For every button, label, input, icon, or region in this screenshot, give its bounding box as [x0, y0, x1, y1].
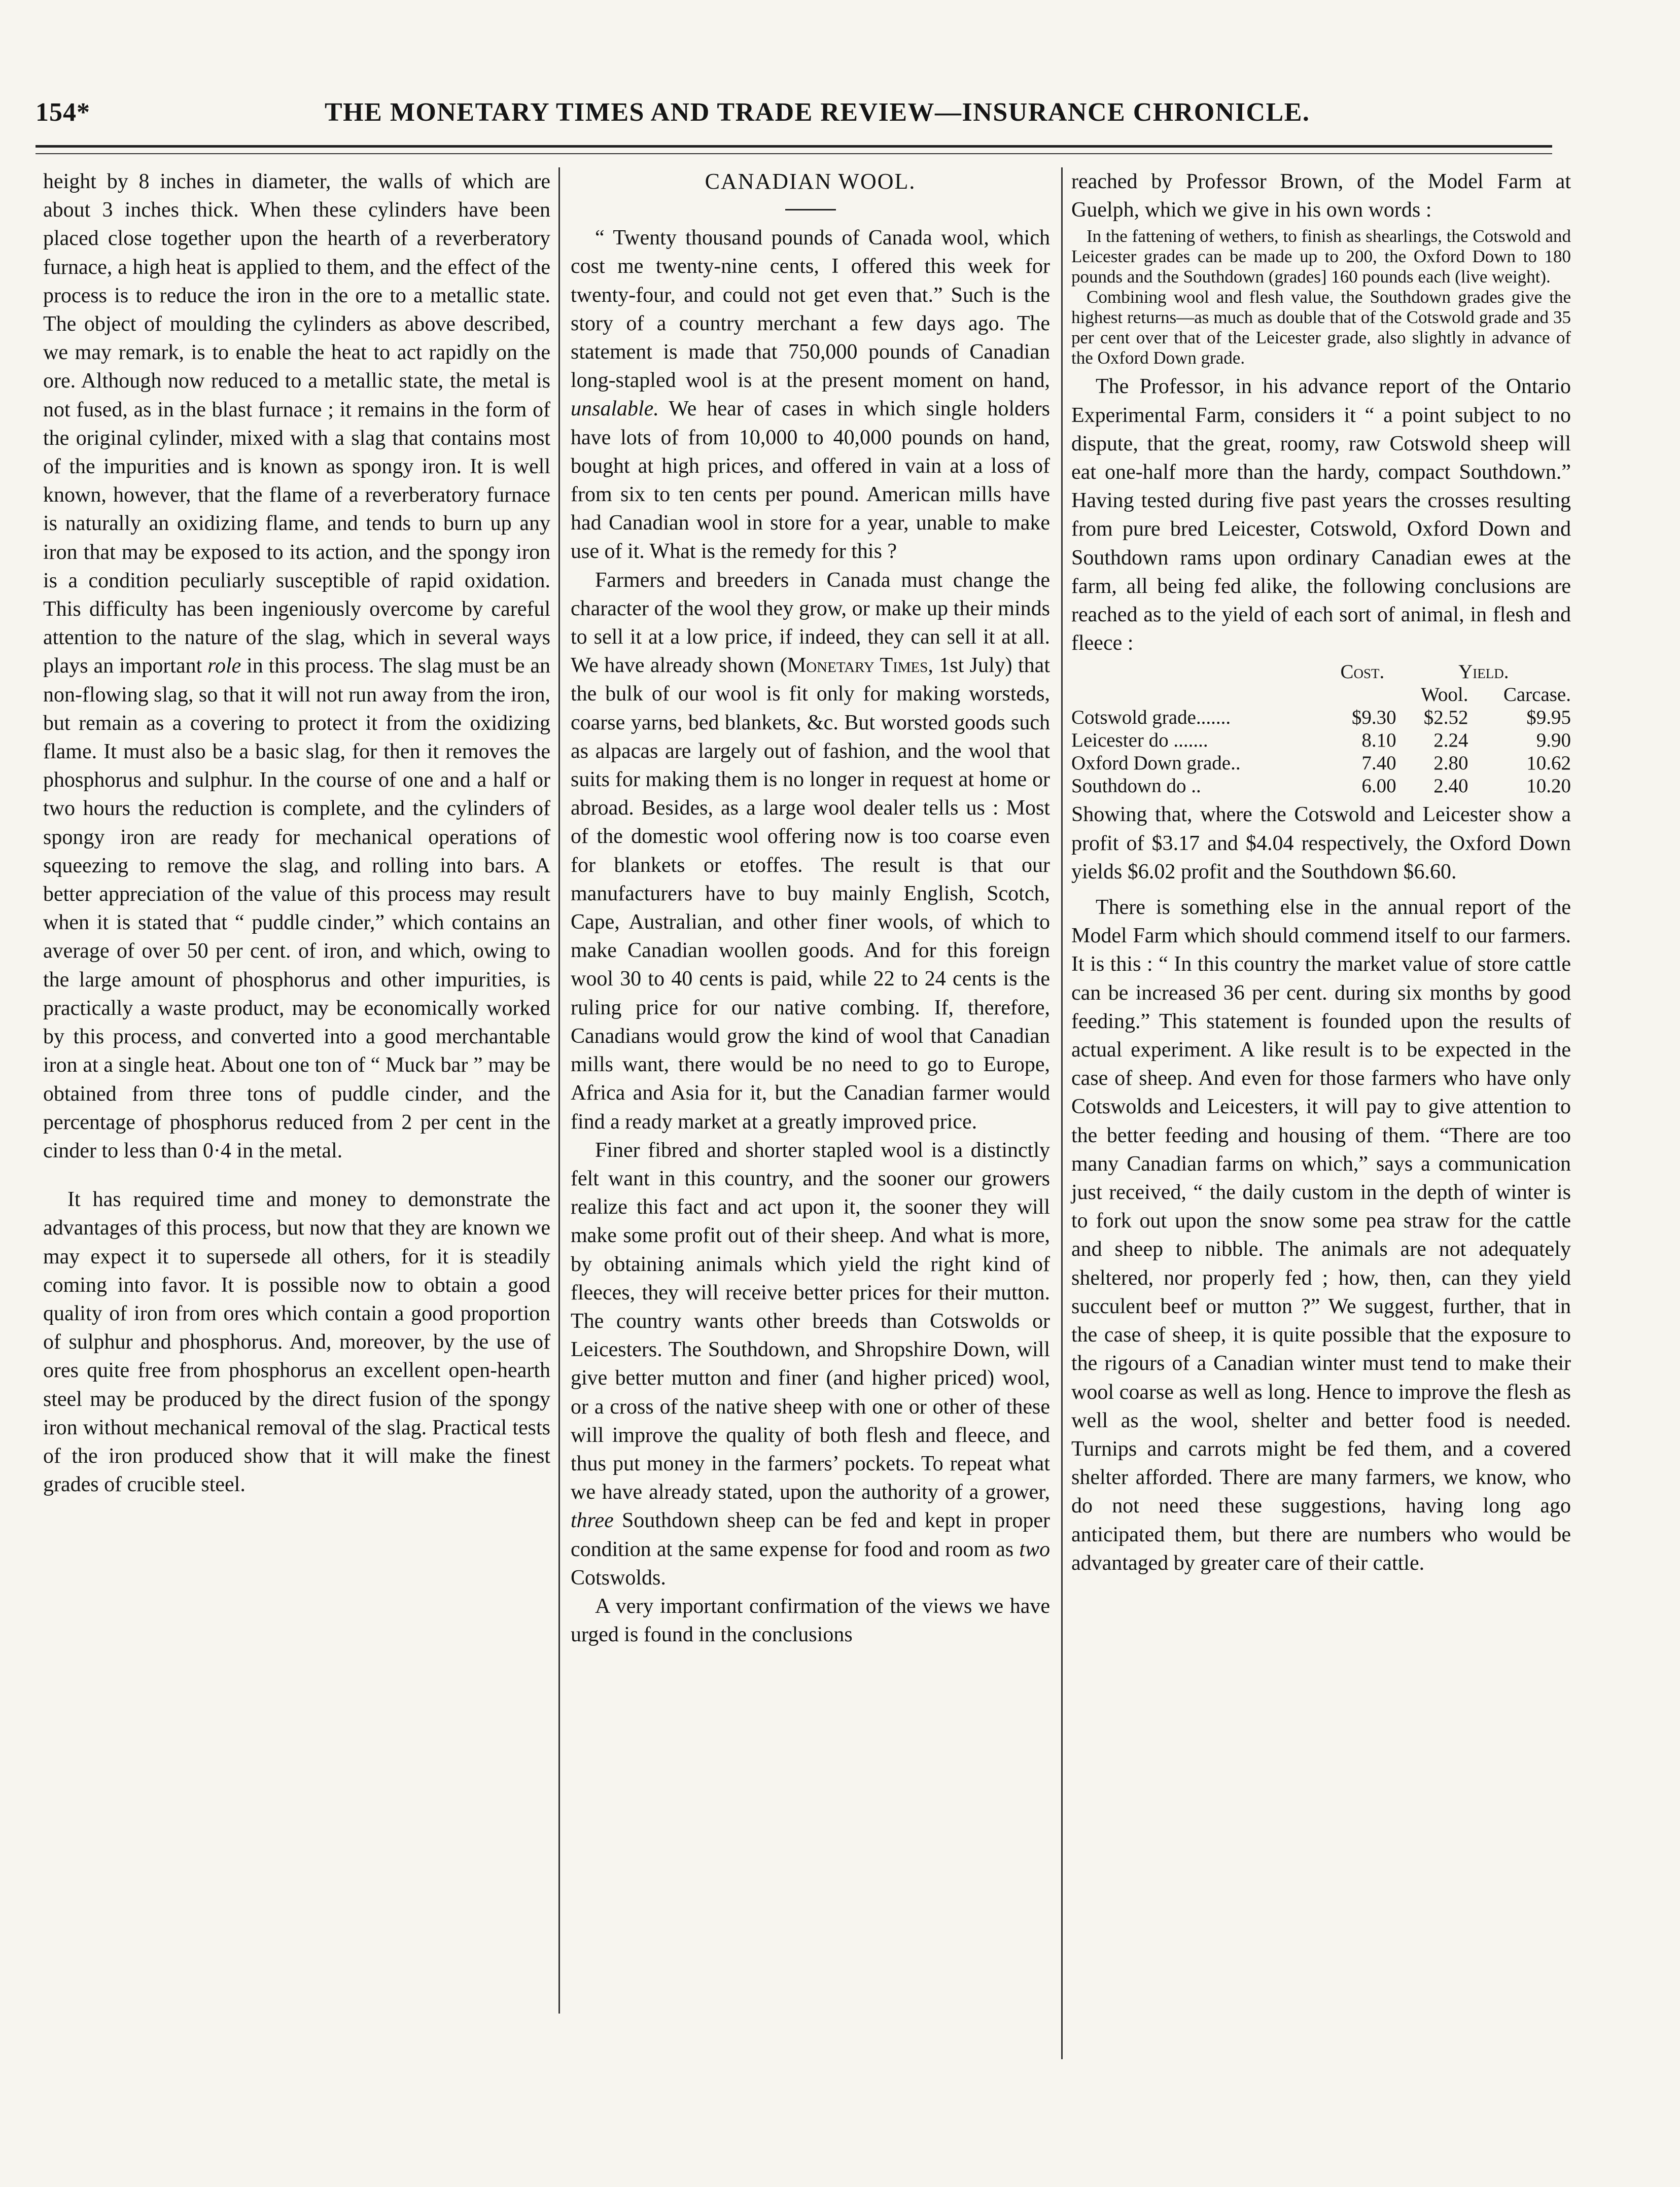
yield-table-header	[1071, 660, 1571, 683]
yield-table-subheader	[1071, 683, 1571, 706]
column-2	[571, 167, 1050, 1649]
quote-paragraph-1: In the fattening of wethers, to finish as shearlings, the Cotswold and Leicester grades can be made up to 200, the Oxford Down to 180 pounds and the Southdown (grades] 160 pounds each (live weight).	[1071, 226, 1571, 287]
wool-paragraph-2: Farmers and breeders in Canada must change the character of the wool they grow, or make up their minds to sell it at a low price, if indeed, they can sell it at all. We have already shown (Monetary Times, 1st July) that the bulk of our wool is fit only for making worsteds, coarse yarns, bed blankets, &c. But worsted goods such as alpacas are largely out of fashion, and the wool that suits for making them is no longer in request at home or abroad. Besides, as a large wool dealer tells us : Most of the domestic wool offering now is too coarse even for blankets or etoffes. The result is that our manufacturers have to buy mainly English, Scotch, Cape, Australian, and other finer wools, of which to make Canadian woollen goods. And for this foreign wool 30 to 40 cents is paid, while 22 to 24 cents is the ruling price for our native combing. If, therefore, Canadians would grow the kind of wool that Canadian mills want, there would be no need to go to Europe, Africa and Asia for it, but the Canadian farmer would find a ready market at a greatly improved price.	[571, 568, 1050, 1134]
table-row: Leicester do ....... 8.10 2.24 9.90	[1071, 729, 1571, 752]
wool-paragraph-1: “ Twenty thousand pounds of Canada wool, which cost me twenty-nine cents, I offered this week for twenty-four, and could not get even that.” Such is the story of a country merchant a few days ago. The statement is made that 750,000 pounds of Canadian long-stapled wool is at the present moment on hand, unsalable. We hear of cases in which single holders have lots of from 10,000 to 40,000 pounds on hand, bought at high prices, and offered in vain at a loss of from six to ten cents per pound. American mills have had Canadian wool in store for a year, unable to make use of it. What is the remedy for this ?	[571, 226, 1050, 563]
header-rule-thick	[36, 145, 1552, 148]
yield-table	[1071, 660, 1571, 797]
table-row: Oxford Down grade.. 7.40 2.80 10.62	[1071, 752, 1571, 774]
header-yield: Yield.	[1458, 661, 1509, 683]
title-rule	[785, 209, 836, 210]
table-row: Southdown do .. 6.00 2.40 10.20	[1071, 775, 1571, 797]
header-rule-thin	[36, 153, 1552, 154]
experimental-farm-paragraph: The Professor, in his advance report of the Ontario Experimental Farm, considers it “ a point subject to no dispute, that the great, roomy, raw Cotswold sheep will eat one-half more than the hardy, compact Southdown.” Having tested during five past years the crosses resulting from pure bred Leicester, Cotswold, Oxford Down and Southdown rams upon ordinary Canadian ewes at the farm, all being fed alike, the following conclusions are reached as to the yield of each sort of animal, in flesh and fleece :	[1071, 375, 1571, 655]
column-1	[43, 167, 550, 1499]
iron-conclusion-paragraph: It has required time and money to demonstrate the advantages of this process, but now that they are known we may expect it to supersede all others, for it is steadily coming into favor. It is possible now to obtain a good quality of iron from ores which contain a good proportion of sulphur and phosphorus. And, moreover, by the use of ores quite free from phosphorus an excellent open-hearth steel may be produced by the direct fusion of the spongy iron without mechanical removal of the slag. Practical tests of the iron produced show that it will make the finest grades of crucible steel.	[43, 1188, 550, 1497]
professor-brown-quote	[1071, 226, 1571, 368]
page-number: 154*	[36, 98, 90, 127]
model-farm-paragraph: There is something else in the annual report of the Model Farm which should commend itself to our farmers. It is this : “ In this country the market value of store cattle can be increased 36 per cent. during six months by good feeding.” This statement is founded upon the results of actual experiment. A like result is to be expected in the case of sheep. And even for those farmers who have only Cotswolds and Leicesters, it will pay to give attention to the better feeding and housing of them. “There are too many Canadian farms on which,” says a communication just received, “ the daily custom in the depth of winter is to fork out upon the snow some pea straw for the cattle and sheep to nibble. The animals are not adequately sheltered, nor properly fed ; how, then, can they yield succulent beef or mutton ?” We suggest, further, that in the case of sheep, it is quite possible that the exposure to the rigours of a Canadian winter must tend to make their wool coarse as well as long. Hence to improve the flesh as well as the wool, shelter and better food is needed. Turnips and carrots might be fed them, and a covered shelter afforded. There are many farmers, we know, who do not need these suggestions, having long ago anticipated them, but there are numbers who would be advantaged by greater care of their cattle.	[1071, 896, 1571, 1575]
column-divider-right	[1061, 167, 1063, 2059]
iron-process-paragraph: height by 8 inches in diameter, the walls of which are about 3 inches thick. When these cylinders have been placed close together upon the hearth of a reverberatory furnace, a high heat is applied to them, and the effect of the process is to reduce the iron in the ore to a metallic state. The object of moulding the cylinders as above described, we may remark, is to enable the heat to act rapidly on the ore. Although now reduced to a metallic state, the metal is not fused, as in the blast furnace ; it remains in the form of the original cylinder, mixed with a slag that contains most of the impurities and is known as spongy iron. It is well known, however, that the flame of a reverberatory furnace is naturally an oxidizing flame, and tends to burn up any iron that may be exposed to its action, and the spongy iron is a condition peculiarly susceptible of rapid oxidation. This difficulty has been ingeniously overcome by careful attention to the nature of the slag, which in several ways plays an important role in this process. The slag must be an non-flowing slag, so that it will not run away from the iron, but remain as a covering to protect it from the oxidizing flame. It must also be a basic slag, for then it removes the phosphorus and sulphur. In the course of one and a half or two hours the reduction is complete, and the cylinders of spongy iron are ready for mechanical operations of squeezing to remove the slag, and rolling into bars. A better appreciation of the value of this process may result when it is stated that “ puddle cinder,” which contains an average of over 50 per cent. of iron, and which, owing to the large amount of phosphorus and other impurities, is practically a waste product, may be economically worked by this process, and converted into a good merchantable iron at a single heat. About one ton of “ Muck bar ” may be obtained from three tons of puddle cinder, and the percentage of phosphorus reduced from 2 per cent in the cinder to less than 0·4 in the metal.	[43, 170, 550, 1162]
header-wool: Wool.	[1421, 684, 1468, 706]
column-3	[1071, 167, 1571, 1577]
table-row: Cotswold grade....... $9.30 $2.52 $9.95	[1071, 707, 1571, 729]
article-title: CANADIAN WOOL.	[705, 169, 916, 194]
wool-paragraph-4: A very important confirmation of the views we have urged is found in the conclusions	[571, 1594, 1050, 1647]
wool-paragraph-3: Finer fibred and shorter stapled wool is a distinctly felt want in this country, and the sooner our growers realize this fact and act upon it, the sooner they will make some profit out of their sheep. And what is more, by obtaining animals which yield the right kind of fleeces, they will receive better prices for their mutton. The country wants other breeds than Cotswolds or Leicesters. The Southdown, and Shropshire Down, will give better mutton and finer (and higher priced) wool, or a cross of the native sheep with one or other of these will improve the quality of both flesh and fleece, and thus put money in the farmers’ pockets. To repeat what we have already stated, upon the authority of a grower, three Southdown sheep can be fed and kept in proper condition at the same expense for food and room as two Cotswolds.	[571, 1138, 1050, 1590]
page-header	[36, 97, 1552, 143]
professor-brown-intro: reached by Professor Brown, of the Model Farm at Guelph, which we give in his own words :	[1071, 170, 1571, 222]
quote-paragraph-2: Combining wool and flesh value, the Southdown grades give the highest returns—as much as double that of the Cotswold grade and 35 per cent over that of the Leicester grade, also slightly in advance of the Oxford Down grade.	[1071, 287, 1571, 368]
masthead: THE MONETARY TIMES AND TRADE REVIEW—INSURANCE CHRONICLE.	[325, 98, 1310, 127]
column-divider-left	[558, 167, 560, 2014]
header-carcase: Carcase.	[1503, 684, 1571, 706]
header-cost: Cost.	[1340, 661, 1385, 683]
profit-summary-paragraph: Showing that, where the Cotswold and Leicester show a profit of $3.17 and $4.04 respectively, the Oxford Down yields $6.02 profit and the Southdown $6.60.	[1071, 803, 1571, 884]
